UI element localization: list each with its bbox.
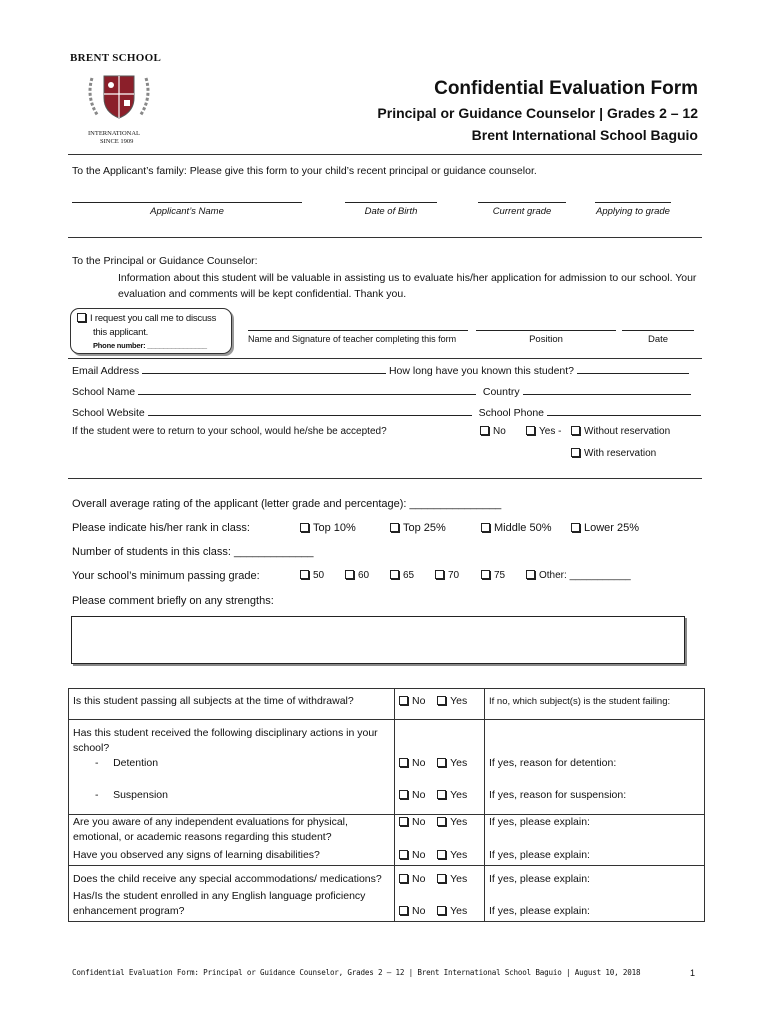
passing-other-checkbox[interactable] <box>526 570 535 579</box>
section-rule-2 <box>68 358 702 359</box>
school-website-row <box>72 405 702 419</box>
question-text: Has/Is the student enrolled in any English language proficiency enhancement program? <box>73 890 366 917</box>
passing-checkbox[interactable] <box>481 570 490 579</box>
no-checkbox[interactable] <box>399 874 408 883</box>
signature-field[interactable] <box>248 322 470 344</box>
no-label: No <box>412 849 426 861</box>
email-input[interactable] <box>142 363 386 374</box>
rank-label: Please indicate his/her rank in class: <box>72 522 250 534</box>
logo-school-name: BRENT SCHOOL <box>70 52 162 64</box>
yes-option[interactable] <box>437 849 467 861</box>
no-checkbox[interactable] <box>399 790 408 799</box>
num-students[interactable]: Number of students in this class: _____________ <box>72 546 314 558</box>
applicant-name-label: Applicant’s Name <box>150 206 224 217</box>
no-option[interactable] <box>399 789 425 801</box>
followup-cell[interactable] <box>485 815 705 866</box>
followup-text: If yes, please explain: <box>489 816 590 828</box>
no-checkbox[interactable] <box>399 817 408 826</box>
question-text: Does the child receive any special accommodations/ medications? <box>73 873 382 885</box>
yes-label: Yes <box>450 905 468 917</box>
call-request-line2: this applicant. <box>93 327 149 338</box>
phone-number-field[interactable]: Phone number: _______________ <box>93 341 207 350</box>
yes-label: Yes <box>450 849 468 861</box>
rank-checkbox[interactable] <box>571 523 580 532</box>
rank-option[interactable] <box>571 522 639 534</box>
position-label: Position <box>529 334 563 345</box>
return-yes-label: Yes - <box>539 426 562 437</box>
passing-checkbox[interactable] <box>435 570 444 579</box>
yes-checkbox[interactable] <box>437 696 446 705</box>
followup-text: If yes, please explain: <box>489 849 590 861</box>
yes-label: Yes <box>450 695 468 707</box>
yes-option[interactable] <box>437 757 467 769</box>
yes-checkbox[interactable] <box>437 850 446 859</box>
header-rule <box>68 154 702 155</box>
followup-cell[interactable] <box>485 866 705 922</box>
section-rule-3 <box>68 478 702 479</box>
passing-option[interactable] <box>390 570 414 581</box>
crest-text-1: INTERNATIONAL <box>88 130 140 137</box>
no-label: No <box>412 905 426 917</box>
school-name-input[interactable] <box>138 384 476 395</box>
answer-cell <box>395 815 485 866</box>
overall-rating[interactable]: Overall average rating of the applicant (letter grade and percentage): _______________ <box>72 498 502 510</box>
sub-item-label: Suspension <box>113 789 168 801</box>
crest-text-2: SINCE 1909 <box>100 138 134 145</box>
passing-grade-label: Your school’s minimum passing grade: <box>72 570 260 582</box>
dob-label: Date of Birth <box>364 206 418 217</box>
question-text: Have you observed any signs of learning disabilities? <box>73 849 320 861</box>
return-no-label: No <box>493 426 506 437</box>
passing-checkbox[interactable] <box>390 570 399 579</box>
form-subtitle: Principal or Guidance Counselor | Grades 2 – 12 <box>377 105 698 121</box>
without-reservation-option[interactable] <box>571 426 670 437</box>
passing-other-label: Other: ___________ <box>539 570 631 581</box>
no-checkbox[interactable] <box>399 850 408 859</box>
followup-cell[interactable]: If no, which subject(s) is the student failing: <box>485 689 705 720</box>
passing-option-label: 60 <box>358 570 370 581</box>
yes-checkbox[interactable] <box>437 874 446 883</box>
yes-option[interactable] <box>437 816 467 828</box>
rank-option[interactable] <box>481 522 551 534</box>
table-row <box>69 720 705 815</box>
counselor-greeting: To the Principal or Guidance Counselor: <box>72 255 258 267</box>
passing-option[interactable] <box>481 570 505 581</box>
no-option[interactable] <box>399 695 425 707</box>
school-website-label: School Website <box>72 407 145 419</box>
yes-option[interactable] <box>437 695 467 707</box>
school-phone-input[interactable] <box>547 405 701 416</box>
yes-label: Yes <box>450 789 468 801</box>
school-logo <box>70 52 166 148</box>
followup-text: If yes, please explain: <box>489 873 590 885</box>
yes-option[interactable] <box>437 905 467 917</box>
questions-table <box>68 688 705 922</box>
signature-label: Name and Signature of teacher completing this form <box>248 334 457 344</box>
no-label: No <box>412 757 426 769</box>
rank-checkbox[interactable] <box>390 523 399 532</box>
question-text: Are you aware of any independent evaluations for physical, emotional, or academic reasons regarding this student? <box>73 816 348 843</box>
sub-item: - Detention <box>95 757 159 769</box>
question-cell: Is this student passing all subjects at the time of withdrawal? <box>69 689 395 720</box>
rank-option-label: Top 10% <box>313 522 356 534</box>
no-option[interactable] <box>399 905 425 917</box>
how-long-label: How long have you known this student? <box>388 365 575 377</box>
rank-checkbox[interactable] <box>481 523 490 532</box>
question-cell <box>69 720 395 815</box>
current-grade-field[interactable] <box>478 192 566 217</box>
followup-cell[interactable] <box>485 720 705 815</box>
passing-option[interactable] <box>345 570 369 581</box>
passing-option[interactable] <box>435 570 459 581</box>
country-input[interactable] <box>523 384 691 395</box>
rank-option[interactable] <box>300 522 356 534</box>
passing-option-label: 65 <box>403 570 415 581</box>
table-row <box>69 815 705 866</box>
no-checkbox[interactable] <box>399 758 408 767</box>
strengths-textbox[interactable] <box>71 616 685 664</box>
date-field[interactable] <box>622 322 694 345</box>
no-label: No <box>412 873 426 885</box>
call-request-box[interactable] <box>70 308 232 354</box>
yes-option[interactable] <box>437 789 467 801</box>
rank-option-label: Lower 25% <box>584 522 640 534</box>
return-no-checkbox[interactable] <box>480 426 489 435</box>
yes-label: Yes <box>450 757 468 769</box>
school-line: Brent International School Baguio <box>471 127 698 143</box>
no-checkbox[interactable] <box>399 906 408 915</box>
yes-option[interactable] <box>437 873 467 885</box>
no-label: No <box>412 695 426 707</box>
with-reservation-checkbox[interactable] <box>571 448 580 457</box>
sub-item-label: Detention <box>113 757 159 769</box>
yes-checkbox[interactable] <box>437 790 446 799</box>
without-reservation-label: Without reservation <box>584 426 671 437</box>
passing-checkbox[interactable] <box>300 570 309 579</box>
no-option[interactable] <box>399 757 425 769</box>
return-yes-option[interactable] <box>526 426 561 437</box>
country-label: Country <box>482 386 520 398</box>
rank-option-label: Top 25% <box>403 522 446 534</box>
answer-cell <box>395 866 485 922</box>
applying-grade-label: Applying to grade <box>596 206 670 217</box>
table-row <box>69 689 705 720</box>
rank-option[interactable] <box>390 522 446 534</box>
question-cell <box>69 815 395 866</box>
applying-grade-field[interactable] <box>592 192 674 217</box>
section-rule-1 <box>68 237 702 238</box>
school-phone-label: School Phone <box>478 407 544 419</box>
no-checkbox[interactable] <box>399 696 408 705</box>
strengths-label: Please comment briefly on any strengths: <box>72 595 274 607</box>
no-option[interactable] <box>399 873 425 885</box>
return-question: If the student were to return to your school, would he/she be accepted? <box>72 426 387 437</box>
counselor-body: Information about this student will be valuable in assisting us to evaluate his/her application for admission to our school. Your evaluation and comments will be kept confidential. Thank you. <box>118 272 697 300</box>
rank-option-label: Middle 50% <box>494 522 552 534</box>
yes-checkbox[interactable] <box>437 758 446 767</box>
passing-option[interactable] <box>300 570 324 581</box>
followup-text: If yes, reason for detention: <box>489 757 617 769</box>
with-reservation-option[interactable] <box>571 448 656 459</box>
passing-option-label: 50 <box>313 570 325 581</box>
page-number: 1 <box>690 968 696 978</box>
question-text: Has this student received the following disciplinary actions in your school? <box>73 727 378 754</box>
sub-item: - Suspension <box>95 789 168 801</box>
intro-text: To the Applicant’s family: Please give this form to your child’s recent principal or guidance counselor. <box>72 165 537 177</box>
no-label: No <box>412 816 426 828</box>
email-row <box>72 363 702 377</box>
passing-option-label: 70 <box>448 570 460 581</box>
email-label: Email Address <box>72 365 140 377</box>
return-yes-checkbox[interactable] <box>526 426 535 435</box>
applicant-name-field[interactable] <box>72 192 302 217</box>
call-request-checkbox[interactable] <box>77 313 86 322</box>
school-name-row <box>72 384 702 398</box>
yes-checkbox[interactable] <box>437 906 446 915</box>
answer-cell <box>395 689 485 720</box>
school-name-label: School Name <box>72 386 136 398</box>
followup-text: If yes, reason for suspension: <box>489 789 627 801</box>
table-row <box>69 866 705 922</box>
crest-icon <box>84 68 154 126</box>
without-reservation-checkbox[interactable] <box>571 426 580 435</box>
rank-checkbox[interactable] <box>300 523 309 532</box>
current-grade-label: Current grade <box>492 206 552 217</box>
passing-checkbox[interactable] <box>345 570 354 579</box>
call-request-line1: I request you call me to discuss <box>90 313 217 324</box>
school-website-input[interactable] <box>148 405 472 416</box>
passing-other-option[interactable] <box>526 570 631 581</box>
how-long-input[interactable] <box>577 363 689 374</box>
yes-label: Yes <box>450 816 468 828</box>
yes-checkbox[interactable] <box>437 817 446 826</box>
passing-option-label: 75 <box>494 570 506 581</box>
no-label: No <box>412 789 426 801</box>
with-reservation-label: With reservation <box>584 448 657 459</box>
form-title: Confidential Evaluation Form <box>434 78 698 99</box>
position-field[interactable] <box>476 322 616 345</box>
dob-field[interactable] <box>345 192 437 217</box>
no-option[interactable] <box>399 849 425 861</box>
footer-text: Confidential Evaluation Form: Principal or Guidance Counselor, Grades 2 – 12 | Brent International School Baguio | August 10, 2018 <box>72 968 641 977</box>
date-label: Date <box>647 334 669 345</box>
yes-label: Yes <box>450 873 468 885</box>
no-option[interactable] <box>399 816 425 828</box>
followup-text: If yes, please explain: <box>489 905 590 917</box>
answer-cell <box>395 720 485 815</box>
question-cell <box>69 866 395 922</box>
return-no-option[interactable] <box>480 426 506 437</box>
